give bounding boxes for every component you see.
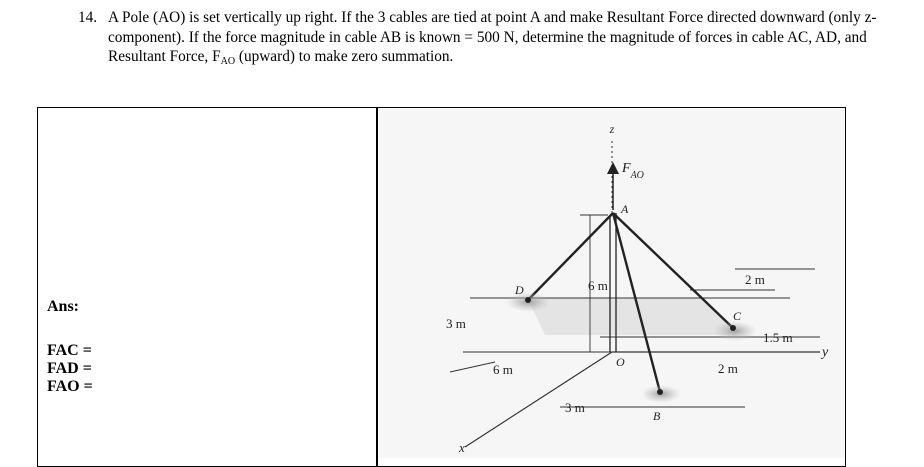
problem-statement [78, 8, 878, 67]
dim-1-5m: 1.5 m [763, 330, 793, 345]
problem-text-main: A Pole (AO) is set vertically up right. If the 3 cables are tied at point A and make Resultant Force directed downward (only z-component). If the force magnitude in cable AB is known = 500 N, determine the magnitude of forces in cable AC, AD, and Resultant Force, F [108, 9, 877, 66]
dim-3m-left: 3 m [446, 316, 466, 331]
point-b-label: B [653, 409, 661, 423]
problem-text [108, 8, 878, 67]
problem-text-subscript: AO [220, 56, 236, 68]
point-c-label: C [733, 309, 742, 323]
problem-number: 14. [78, 9, 98, 26]
axis-z-label: z [609, 122, 615, 136]
answer-label: Ans: [47, 298, 80, 315]
answer-fac: FAC = [47, 342, 92, 359]
anchor-point-c [730, 325, 736, 331]
force-label-sub: AO [630, 170, 644, 181]
answer-fao: FAO = [47, 378, 93, 395]
axis-x-label: x [459, 440, 465, 455]
dim-2m-top: 2 m [745, 272, 765, 287]
answer-fad: FAD = [47, 360, 92, 377]
force-label-f: F [622, 161, 631, 176]
table-divider [376, 107, 378, 467]
anchor-point-b [657, 389, 663, 395]
dim-6m-x: 6 m [493, 362, 513, 377]
point-d-label: D [515, 283, 524, 297]
axis-y-label: y [822, 345, 829, 360]
dim-2m-right: 2 m [718, 361, 738, 376]
pole-cable-diagram [379, 109, 844, 458]
anchor-point-d [525, 297, 531, 303]
point-o-label: O [616, 355, 625, 369]
dim-6m-height: 6 m [588, 278, 608, 293]
point-a-label: A [621, 202, 629, 216]
dim-3m-bottom: 3 m [565, 400, 585, 415]
anchor-c [713, 321, 757, 341]
problem-text-end: (upward) to make zero summation. [235, 48, 454, 66]
